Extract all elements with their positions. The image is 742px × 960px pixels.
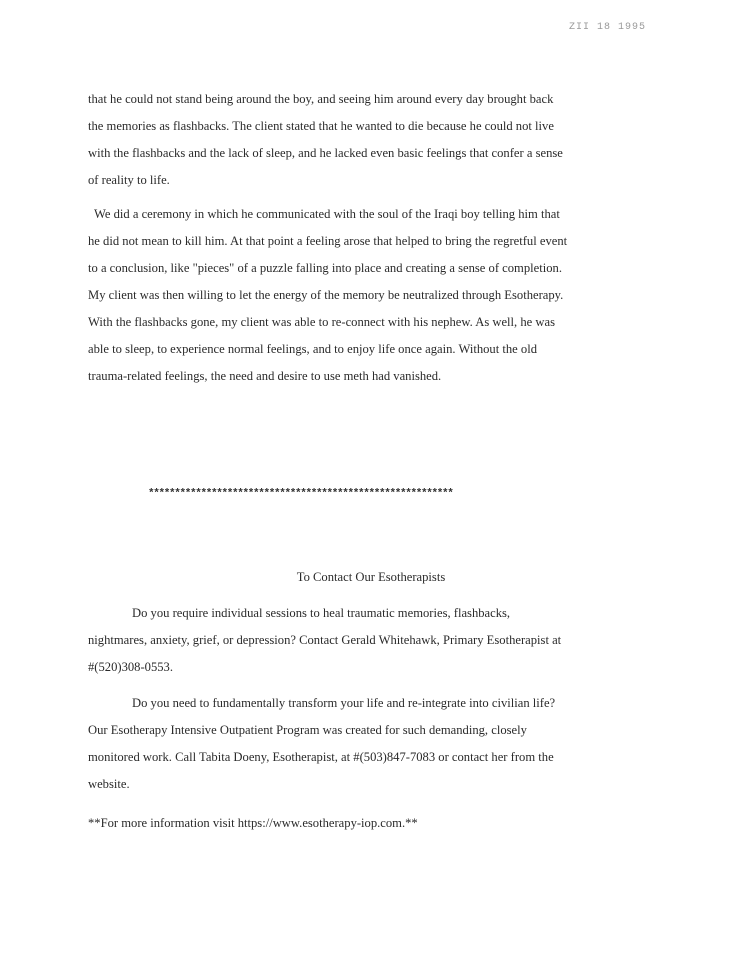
contact-heading: To Contact Our Esotherapists: [296, 570, 446, 584]
body-paragraph-2: We did a ceremony in which he communicated with the soul of the Iraqi boy telling him that he did not mean to kill him. At that point a feeling arose that helped to bring the regretful event to a conclusion, like "pieces" of a puzzle falling into place and creating a sense of completion. My client was then willing to let the energy of the memory be neutralized through Esotherapy. With the flashbacks gone, my client was able to re-connect with his nephew. As well, he was able to sleep, to experience normal feelings, and to enjoy life once again. Without the old trauma-related feelings, the need and desire to use meth had vanished.: [88, 207, 568, 383]
body-paragraph-1: that he could not stand being around the boy, and seeing him around every day brought back the memories as flashbacks. The client stated that he wanted to die because he could not live with the flashbacks and the lack of sleep, and he lacked even basic feelings that confer a sense of reality to life.: [88, 92, 563, 187]
section-separator: **********************************************************: [148, 488, 453, 500]
contact-paragraph-1: Do you require individual sessions to heal traumatic memories, flashbacks, nightmares, anxiety, grief, or depression? Contact Gerald Whitehawk, Primary Esotherapist at #(520)308-0553.: [88, 606, 562, 674]
more-info-line: **For more information visit https://www.esotherapy-iop.com.**: [88, 816, 418, 830]
page-stamp: ZII 18 1995: [568, 22, 646, 33]
contact-paragraph-2: Do you need to fundamentally transform your life and re-integrate into civilian life? Our Esotherapy Intensive Outpatient Program was created for such demanding, closely monitored work. Call Tabita Doeny, Esotherapist, at #(503)847-7083 or contact her from the website.: [88, 696, 556, 791]
